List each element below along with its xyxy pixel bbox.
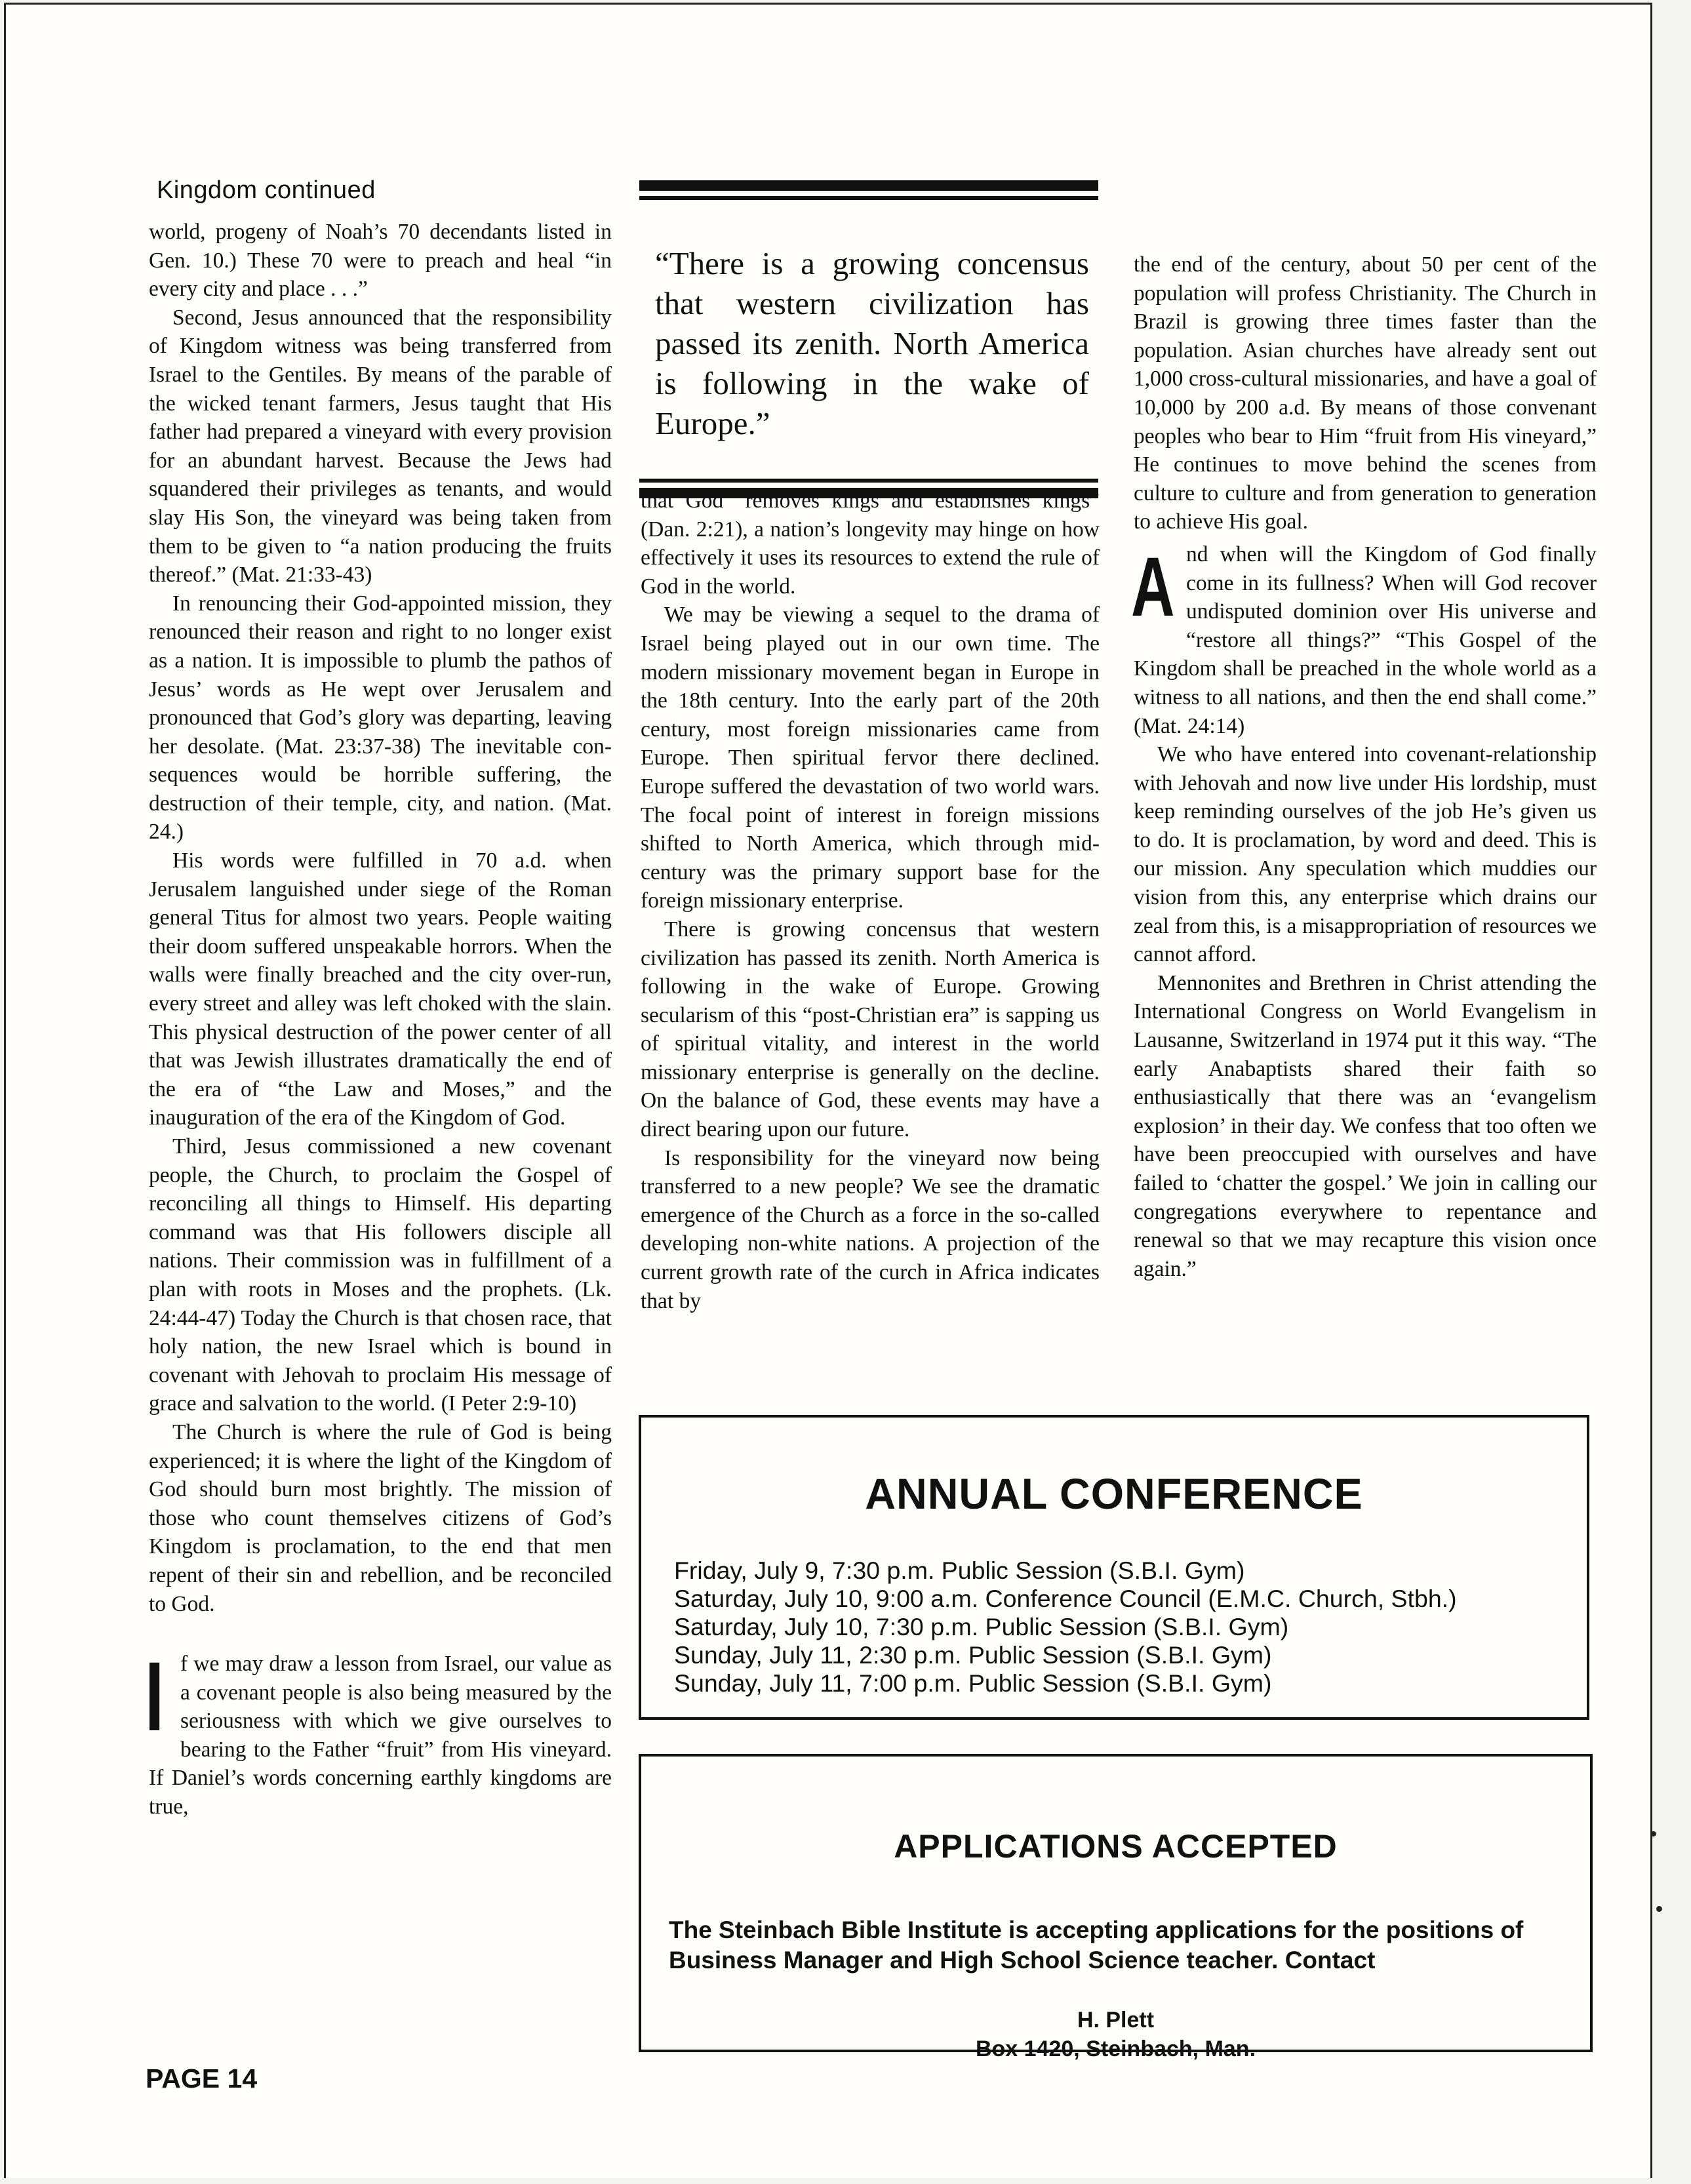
annual-conference-notice — [639, 1415, 1589, 1720]
dropcap-paragraph — [1131, 540, 1597, 740]
paragraph: The Church is where the rule of God is being experienced; it is where the light of the Kingdom of God should burn most brightly. The mission of those who count themselves citizens of God’s Kingdom is proclamation, to the end that men repent of their sin and rebellion, and be reconciled to God. — [149, 1420, 612, 1616]
schedule-item: Sunday, July 11, 7:00 p.m. Public Session (S.B.I. Gym) — [674, 1669, 1272, 1697]
print-speck — [1656, 1906, 1662, 1912]
pull-quote-text: “There is a growing concensus that western civilization has passed its zenith. North America is following in the wake of Europe.” — [655, 245, 1089, 441]
section-kicker: Kingdom continued — [157, 176, 376, 204]
contact-name: H. Plett — [1077, 2008, 1155, 2033]
paragraph: We who have entered into covenant-relationship with Jehovah and now live under His lordship, must keep reminding ourselves of the job He’s given us to do. It is proclamation, by word and deed. This is our mission. Any speculation which muddies our vision from this, any enterprise which drains our zeal from this, is a misappropriation of resources we cannot afford. — [1134, 742, 1597, 967]
paragraph: Is responsibility for the vineyard now being transferred to a new people? We see the dramatic emergence of the Church as a force in the so-called developing non-white nations. A projection of the current growth rate of the curch in Africa indicates that by — [641, 1145, 1100, 1313]
article-column-1 — [145, 218, 612, 1821]
applications-notice — [639, 1754, 1593, 2061]
article-column-2 — [641, 486, 1100, 1315]
paragraph-text: nd when will the Kingdom of God finally come in its fullness? When will God recover undisputed dominion over His universe and “restore all things?” “This Gospel of the Kingdom shall be preached in the whole world as a witness to all nations, and then the end shall come.” (Mat. 24:14) — [1134, 542, 1597, 738]
paragraph-text: f we may draw a lesson from Israel, our value as a covenant people is also being measured by the seriousness with which we give ourselves to bearing to the Father “fruit” from His vineyard. If Daniel’s words concerning earthly kingdoms are true, — [149, 1652, 612, 1819]
paragraph: world, progeny of Noah’s 70 decendants listed in Gen. 10.) These 70 were to preach and heal “in every city and place . . .” — [149, 220, 612, 302]
article-column-3 — [1131, 250, 1597, 1283]
rule-divider — [639, 180, 1098, 191]
pull-quote — [639, 180, 1098, 498]
paragraph: His words were fulfilled in 70 a.d. when Jerusalem languished under siege of the Roman general Titus for almost two years. People waiting their doom suffered unspeakable horrors. When the walls were finally breached and the city over-run, every street and alley was left choked with the slain. This physical destruction of the power center of all that was Jewish illustrates dramatically the end of the era of “the Law and Moses,” and the inauguration of the era of the Kingdom of God. — [149, 848, 612, 1130]
drop-cap: A — [1131, 540, 1175, 634]
print-speck — [1650, 1831, 1656, 1837]
paragraph: Third, Jesus commissioned a new covenant people, the Church, to proclaim the Gospel of reconciling all things to Himself. His departing command was that His followers disciple all nations. Their commission was in fulfillment of a plan with roots in Moses and the prophets. (Lk. 24:44-47) Today the Church is that chosen race, that holy nation, the new Israel which is bound in covenant with Jehovah to proclaim His message of grace and salvation to the world. (I Peter 2:9-10) — [149, 1134, 612, 1416]
notice-body: The Steinbach Bible Institute is accepting applications for the positions of Business Manager and High School Science teacher. Contact — [669, 1916, 1524, 1974]
paragraph: We may be viewing a sequel to the drama of Israel being played out in our own time. The modern missionary movement began in Europe in the 18th century. Into the early part of the 20th century, most foreign missionaries came from Europe. Then spiritual fervor there declined. Europe suffered the devastation of two world wars. The focal point of interest in foreign missions shifted to North America, which through mid-century was the primary support base for the foreign missionary enterprise. — [641, 603, 1100, 913]
paragraph: Mennonites and Brethren in Christ attending the International Congress on World Evangelism in Lausanne, Switzerland in 1974 put it this way. “The early Anabaptists shared their faith so enthusiastically that there was an ‘evangelism explosion’ in their day. We confess that too often we have been preoccupied with ourselves and have failed to ‘chatter the gospel.’ We join in calling our congregations everywhere to repentance and renewal so that we may recapture this vision once again.” — [1134, 970, 1597, 1281]
schedule-item: Friday, July 9, 7:30 p.m. Public Session (S.B.I. Gym) — [674, 1557, 1245, 1584]
dropcap-paragraph — [145, 1641, 612, 1821]
schedule-item: Saturday, July 10, 9:00 a.m. Conference Council (E.M.C. Church, Stbh.) — [674, 1585, 1457, 1612]
page-number: PAGE 14 — [146, 2063, 258, 2094]
notice-title: APPLICATIONS ACCEPTED — [894, 1828, 1338, 1865]
contact-block — [641, 2006, 1590, 2063]
contact-address: Box 1420, Steinbach, Man. — [975, 2036, 1256, 2061]
schedule-item: Saturday, July 10, 7:30 p.m. Public Session (S.B.I. Gym) — [674, 1613, 1289, 1640]
paragraph: Second, Jesus announced that the responsibility of Kingdom witness was being transferred from Israel to the Gentiles. By means of the parable of the wicked tenant farmers, Jesus taught that His father had prepared a vineyard with every provision for an abundant harvest. Because the Jews had squandered their privileges as tenants, and would slay His Son, the vineyard was being taken from them to be given to “a nation producing the fruits thereof.” (Mat. 21:33-43) — [149, 305, 612, 587]
paragraph: that God “removes kings and establishes kings” (Dan. 2:21), a nation’s longevity may hinge on how effectively it uses its resources to extend the rule of God in the world. — [641, 488, 1100, 599]
magazine-page — [4, 3, 1652, 2178]
notice-title: ANNUAL CONFERENCE — [865, 1469, 1363, 1518]
paragraph: In renouncing their God-appointed mission, they renounced their reason and right to no longer exist as a nation. It is impossible to plumb the pathos of Jesus’ words as He wept over Jerusalem and pronounced that God’s glory was departing, leaving her desolate. (Mat. 23:37-38) The inevitable consequences would be horrible suffering, the destruction of their temple, city, and nation. (Mat. 24.) — [149, 591, 612, 844]
schedule-item: Sunday, July 11, 2:30 p.m. Public Session (S.B.I. Gym) — [674, 1641, 1272, 1669]
paragraph: There is growing concensus that western civilization has passed its zenith. North America is following in the wake of Europe. Growing secularism of this “post-Christian era” is sapping us of spiritual vitality, and interest in the world missionary enterprise is generally on the decline. On the balance of God, these events may have a direct bearing upon our future. — [641, 917, 1100, 1142]
paragraph: the end of the century, about 50 per cent of the population will profess Christianity. The Church in Brazil is growing three times faster than the population. Asian churches have already sent out 1,000 cross-cultural missionaries, and have a goal of 10,000 by 200 a.d. By means of those convenant peoples who bear to Him “fruit from His vineyard,” He continues to move behind the scenes from culture to culture and from generation to generation to achieve His goal. — [1134, 252, 1597, 534]
schedule-list — [674, 1557, 1587, 1698]
drop-cap: I — [145, 1641, 165, 1752]
